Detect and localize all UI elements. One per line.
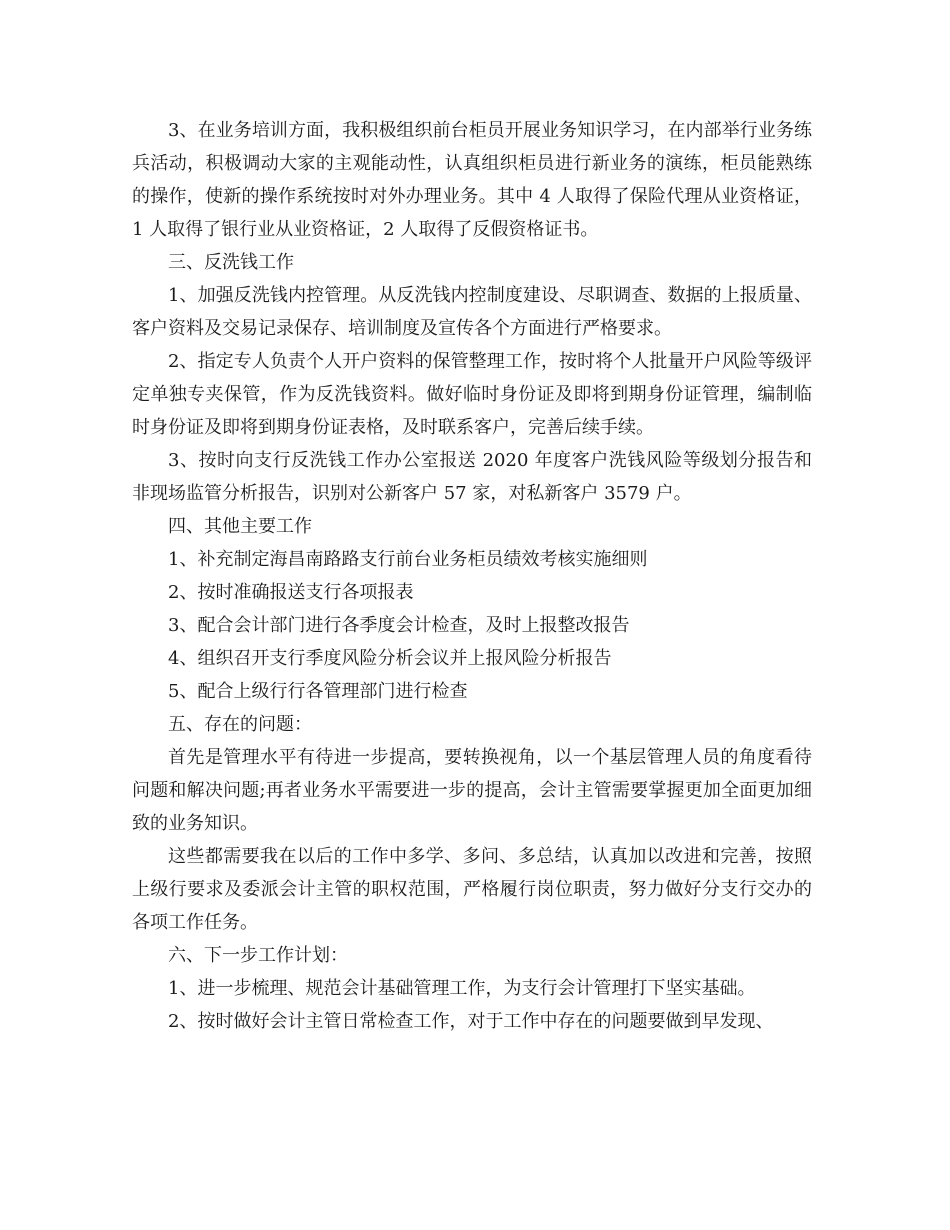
paragraph-training: 3、在业务培训方面，我积极组织前台柜员开展业务知识学习，在内部举行业务练兵活动，积极调动大家的主观能动性，认真组织柜员进行新业务的演练，柜员能熟练的操作，使新的操作系统按时对外办理业务。其中 4 人取得了保险代理从业资格证，1 人取得了银行业从业资格证，2 人取得了反假资格证书。 [132,120,812,240]
paragraph-problems-improvement: 这些都需要我在以后的工作中多学、多问、多总结，认真加以改进和完善，按照上级行要求及委派会计主管的职权范围，严格履行岗位职责，努力做好分支行交办的各项工作任务。 [132,846,812,933]
paragraph-aml-report: 3、按时向支行反洗钱工作办公室报送 2020 年度客户洗钱风险等级划分报告和非现场监管分析报告，识别对公新客户 57 家，对私新客户 3579 户。 [132,450,812,504]
list-item-other-work-5: 5、配合上级行行各管理部门进行检查 [168,681,468,702]
list-item-next-steps-1: 1、进一步梳理、规范会计基础管理工作，为支行会计管理打下坚实基础。 [168,978,756,999]
heading-next-steps: 六、下一步工作计划： [168,945,348,966]
heading-existing-problems: 五、存在的问题： [168,714,312,735]
list-item-other-work-1: 1、补充制定海昌南路路支行前台业务柜员绩效考核实施细则 [168,549,648,570]
document-body [132,114,812,1038]
list-item-next-steps-2: 2、按时做好会计主管日常检查工作，对于工作中存在的问题要做到早发现、 [168,1011,774,1032]
paragraph-problems-management: 首先是管理水平有待进一步提高，要转换视角，以一个基层管理人员的角度看待问题和解决问题;再者业务水平需要进一步的提高，会计主管需要掌握更加全面更加细致的业务知识。 [132,747,812,834]
list-item-other-work-2: 2、按时准确报送支行各项报表 [168,582,414,603]
list-item-other-work-4: 4、组织召开支行季度风险分析会议并上报风险分析报告 [168,648,612,669]
heading-other-work: 四、其他主要工作 [168,516,312,537]
paragraph-aml-records: 2、指定专人负责个人开户资料的保管整理工作，按时将个人批量开户风险等级评定单独专夹保管，作为反洗钱资料。做好临时身份证及即将到期身份证管理，编制临时身份证及即将到期身份证表格，及时联系客户，完善后续手续。 [132,351,812,438]
list-item-other-work-3: 3、配合会计部门进行各季度会计检查，及时上报整改报告 [168,615,630,636]
paragraph-aml-internal-control: 1、加强反洗钱内控管理。从反洗钱内控制度建设、尽职调查、数据的上报质量、客户资料及交易记录保存、培训制度及宣传各个方面进行严格要求。 [132,285,812,339]
heading-anti-money-laundering: 三、反洗钱工作 [168,252,294,273]
